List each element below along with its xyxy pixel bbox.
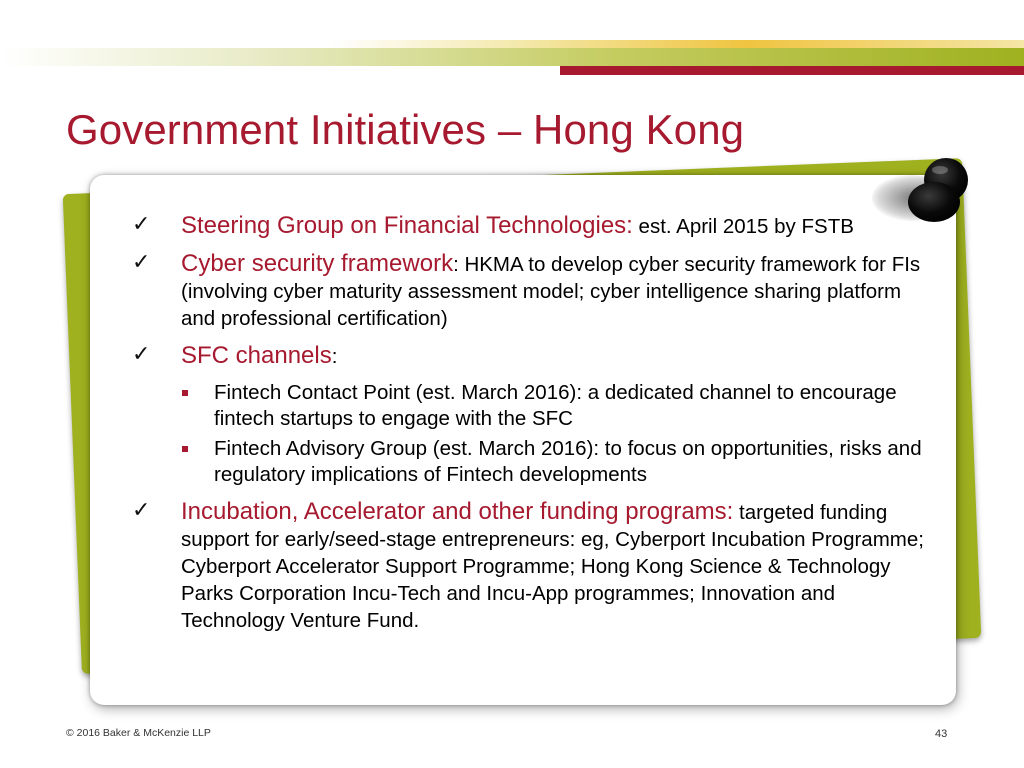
item-text (181, 342, 930, 370)
item-heading-suffix: : (331, 345, 338, 368)
checkmark-icon: ✓ (132, 498, 151, 523)
sub-list-item (130, 436, 930, 488)
slide-title: Government Initiatives – Hong Kong (66, 106, 745, 153)
list-item (130, 342, 930, 372)
item-description: est. April 2015 by FSTB (632, 215, 854, 238)
item-description: : HKMA to develop cyber security framework for FIs (involving cyber maturity assessment model; cyber intelligence sharing platform and professional certification) (181, 253, 921, 330)
item-text (181, 212, 930, 240)
item-heading-suffix: : (626, 212, 633, 239)
checkmark-icon: ✓ (132, 342, 151, 367)
sub-list (130, 380, 930, 488)
square-bullet-icon (182, 446, 188, 452)
header-decorative-band (0, 0, 1024, 80)
square-bullet-icon (182, 390, 188, 396)
page-number: 43 (935, 728, 948, 740)
sub-item-text: Fintech Contact Point (est. March 2016): a dedicated channel to encourage fintech startups to engage with the SFC (214, 381, 897, 430)
item-heading: Cyber security framework (181, 250, 454, 277)
checkmark-icon: ✓ (132, 212, 151, 237)
list-item (130, 212, 930, 250)
item-text (181, 498, 930, 634)
item-heading: Incubation, Accelerator and other funding programs: (181, 498, 734, 525)
item-text (181, 250, 930, 332)
item-heading: Steering Group on Financial Technologies (181, 212, 627, 239)
checkmark-icon: ✓ (132, 250, 151, 275)
sub-list-item (130, 380, 930, 432)
item-description: targeted funding support for early/seed-stage entrepreneurs: eg, Cyberport Incubation Programme; Cyberport Accelerator Support Programme; Hong Kong Science & Technology Parks Corporation Incu-Tech and Incu-App programmes; Innovation and Technology Venture Fund. (181, 501, 924, 632)
sub-item-text: Fintech Advisory Group (est. March 2016): to focus on opportunities, risks and regulatory implications of Fintech developments (214, 437, 922, 486)
list-item (130, 250, 930, 342)
list-item (130, 498, 930, 634)
item-heading: SFC channels (181, 342, 332, 369)
bullet-list (130, 212, 930, 634)
copyright-footer: © 2016 Baker & McKenzie LLP (66, 727, 211, 739)
